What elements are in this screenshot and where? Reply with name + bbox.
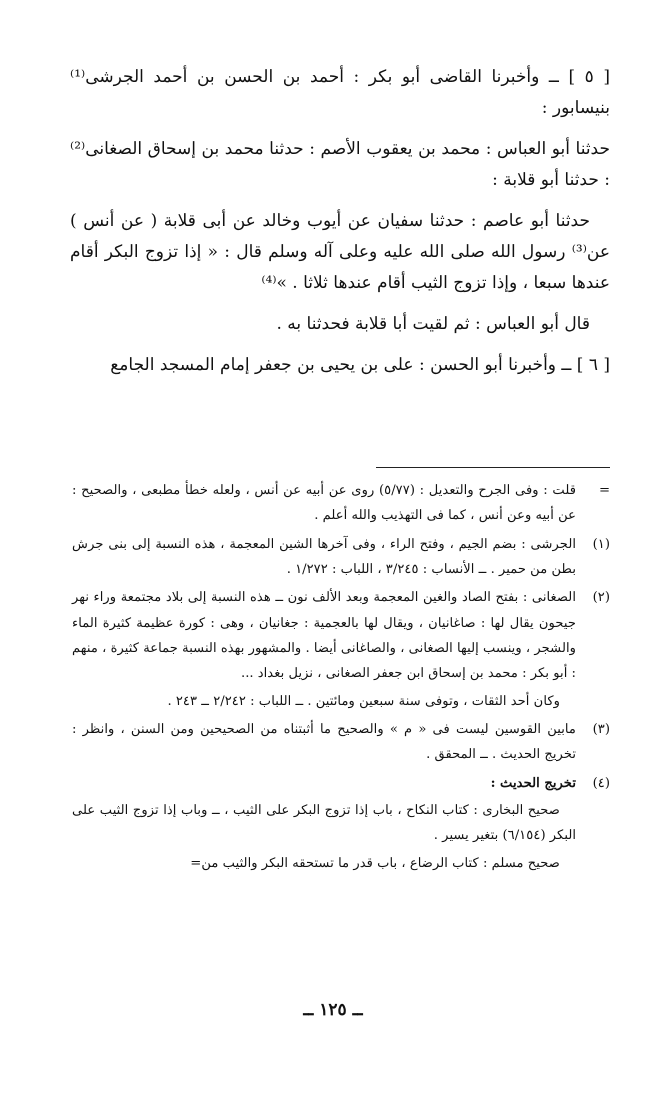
footnote-text: قلت : وفى الجرح والتعديل : (٥/٧٧) روى عن أبيه عن أنس ، ولعله خطأ مطبعى ، والصحيح : عن أبيه وعن أنس ، كما فى التهذيب والله أعلم . [72,483,577,524]
footnote-4 [72,771,610,876]
hadith-5-header: [ ٥ ] ــ وأخبرنا القاضى أبو بكر : أحمد بن الحسن بن أحمد الجرشى⁽¹⁾ بنيسابور : [70,67,610,118]
footnote-text: مابين القوسين ليست فى « م » والصحيح ما أثبتناه من الصحيحين ومن السنن ، وانظر : تخريج الحديث . ــ المحقق . [72,722,576,763]
footnote-reference-muslim: صحيح مسلم : كتاب الرضاع ، باب قدر ما تستحقه البكر والثيب من= [190,855,560,871]
main-text [70,62,610,390]
footnote-number: (١) [592,536,610,552]
footnotes [72,478,610,879]
footnote-number: (٢) [592,590,610,606]
footnote-heading: تخريج الحديث : [490,775,576,791]
page-number: ــ ١٢٥ ــ [303,1000,363,1020]
hadith-6-header: [ ٦ ] ــ وأخبرنا أبو الحسن : على بن يحيى بن جعفر إمام المسجد الجامع [110,354,610,375]
hadith-text: حدثنا أبو عاصم : حدثنا سفيان عن أيوب وخالد عن أبى قلابة ( عن أنس ) عن⁽³⁾ رسول الله صلى الله عليه وعلى آله وسلم قال : « إذا تزوج البكر أقام عندها سبعا ، وإذا تزوج الثيب أقام عندها ثلاثا . »⁽⁴⁾ [70,210,610,293]
footnote-number: (٣) [592,722,610,738]
footnote-separator [376,467,610,468]
footnote-1 [72,532,610,583]
footnote-3 [72,717,610,768]
continuation-marker: = [598,483,610,498]
isnad-line: حدثنا أبو العباس : محمد بن يعقوب الأصم : حدثنا محمد بن إسحاق الصغانى⁽²⁾ : حدثنا أبو قلابة : [70,138,610,190]
footnote-2 [72,585,610,714]
footnote-text: الصغانى : بفتح الصاد والغين المعجمة وبعد الألف نون ــ هذه النسبة إلى بلاد مجتمعة وراء نهر جيحون يقال لها : صاغانيان ، ويقال لها بالعجمية : جغانيان ، وهى : كورة عظيمة كثيرة الماء والشجر ، وينسب إليها الصغانى ، والصاغانى أيضا . والمشهور بهذه النسبة جماعة كثيرة ، منهم : أبو بكر : محمد بن إسحاق ابن جعفر الصغانى ، نزيل بغداد ... [72,590,576,682]
footnote-reference-bukhari: صحيح البخارى : كتاب النكاح ، باب إذا تزوج البكر على الثيب ، ــ وباب إذا تزوج الثيب على البكر (٦/١٥٤) بتغير يسير . [72,803,576,844]
narrator-note: قال أبو العباس : ثم لقيت أبا قلابة فحدثنا به . [276,313,590,334]
footnote-subparagraph: وكان أحد الثقات ، وتوفى سنة سبعين ومائتين . ــ اللباب : ٢/٢٤٢ ــ ٢٤٣ . [167,693,560,709]
footnote-number: (٤) [592,775,610,791]
footnote-text: الجرشى : بضم الجيم ، وفتح الراء ، وفى آخرها الشين المعجمة ، هذه النسبة إلى بنى جرش بطن من حمير . ــ الأنساب : ٣/٢٤٥ ، اللباب : ١/٢٧٢ . [72,536,576,578]
footnote-continuation [72,478,610,529]
